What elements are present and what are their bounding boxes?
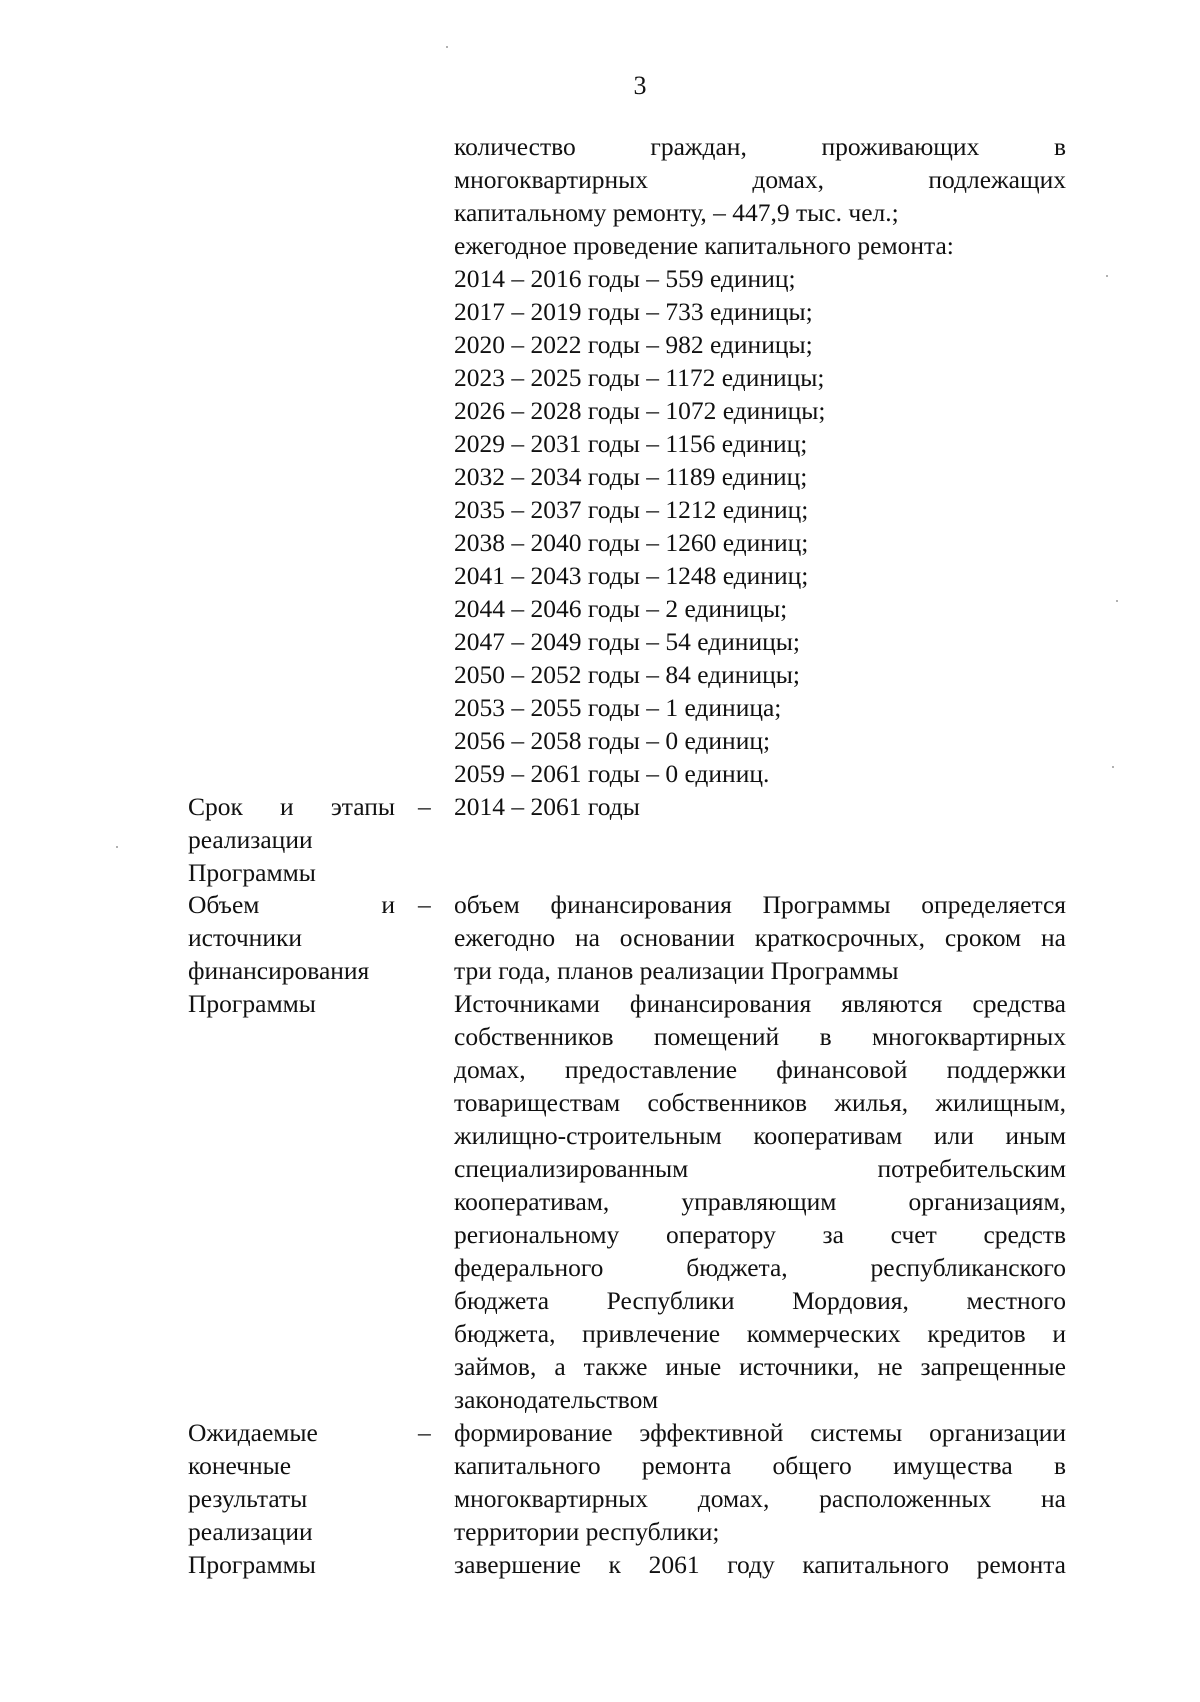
indicator-line: 2020 – 2022 годы – 982 единицы; bbox=[454, 330, 813, 359]
financing-value-line: законодательством bbox=[454, 1385, 659, 1414]
indicator-line: 2014 – 2016 годы – 559 единиц; bbox=[454, 264, 796, 293]
indicator-line: ежегодное проведение капитального ремонта: bbox=[454, 231, 954, 260]
financing-value-line: жилищно-строительным кооперативам или иным bbox=[454, 1121, 1066, 1150]
indicator-line: 2044 – 2046 годы – 2 единицы; bbox=[454, 594, 788, 623]
financing-value-line: собственников помещений в многоквартирных bbox=[454, 1022, 1066, 1051]
results-value-line: завершение к 2061 году капитального ремонта bbox=[454, 1550, 1066, 1579]
term-label-line: реализации bbox=[188, 825, 313, 854]
results-label-line: результаты bbox=[188, 1484, 308, 1513]
results-value-line: многоквартирных домах, расположенных на bbox=[454, 1484, 1066, 1513]
indicator-line: 2053 – 2055 годы – 1 единица; bbox=[454, 693, 782, 722]
scan-speck bbox=[446, 46, 448, 48]
financing-value-line: кооперативам, управляющим организациям, bbox=[454, 1187, 1066, 1216]
financing-value-line: ежегодно на основании краткосрочных, сроком на bbox=[454, 923, 1066, 952]
financing-label-line: финансирования bbox=[188, 956, 370, 985]
indicator-line: 2032 – 2034 годы – 1189 единиц; bbox=[454, 462, 808, 491]
results-label-line: Ожидаемые bbox=[188, 1418, 318, 1447]
scan-speck bbox=[1116, 600, 1118, 602]
financing-value-line: три года, планов реализации Программы bbox=[454, 956, 899, 985]
results-value-line: формирование эффективной системы организации bbox=[454, 1418, 1066, 1447]
indicator-line: 2059 – 2061 годы – 0 единиц. bbox=[454, 759, 770, 788]
scan-speck bbox=[1112, 766, 1114, 768]
indicator-line: 2023 – 2025 годы – 1172 единицы; bbox=[454, 363, 825, 392]
term-label-line: Программы bbox=[188, 858, 316, 887]
results-value-line: территории республики; bbox=[454, 1517, 720, 1546]
financing-value-line: Источниками финансирования являются средства bbox=[454, 989, 1066, 1018]
financing-value-line: объем финансирования Программы определяется bbox=[454, 890, 1066, 919]
indicator-line: 2050 – 2052 годы – 84 единицы; bbox=[454, 660, 800, 689]
financing-value-line: бюджета, привлечение коммерческих кредитов и bbox=[454, 1319, 1066, 1348]
indicator-line: капитальному ремонту, – 447,9 тыс. чел.; bbox=[454, 198, 899, 227]
indicator-line: 2041 – 2043 годы – 1248 единиц; bbox=[454, 561, 809, 590]
financing-label-line: Программы bbox=[188, 989, 316, 1018]
results-value-line: капитального ремонта общего имущества в bbox=[454, 1451, 1066, 1480]
scan-speck bbox=[1106, 275, 1108, 277]
indicator-line: 2029 – 2031 годы – 1156 единиц; bbox=[454, 429, 808, 458]
financing-value-line: бюджета Республики Мордовия, местного bbox=[454, 1286, 1066, 1315]
term-value-line: 2014 – 2061 годы bbox=[454, 792, 640, 821]
financing-value-line: специализированным потребительским bbox=[454, 1154, 1066, 1183]
financing-value-line: федерального бюджета, республиканского bbox=[454, 1253, 1066, 1282]
term-dash: – bbox=[418, 792, 431, 821]
results-label-line: конечные bbox=[188, 1451, 292, 1480]
indicator-line: 2038 – 2040 годы – 1260 единиц; bbox=[454, 528, 809, 557]
indicator-line: 2035 – 2037 годы – 1212 единиц; bbox=[454, 495, 809, 524]
results-label-line: реализации bbox=[188, 1517, 313, 1546]
indicator-line: многоквартирных домах, подлежащих bbox=[454, 165, 1066, 194]
term-label-line: Срок и этапы bbox=[188, 792, 395, 821]
financing-value-line: региональному оператору за счет средств bbox=[454, 1220, 1066, 1249]
indicator-line: 2047 – 2049 годы – 54 единицы; bbox=[454, 627, 800, 656]
indicator-line: 2026 – 2028 годы – 1072 единицы; bbox=[454, 396, 826, 425]
indicator-line: 2056 – 2058 годы – 0 единиц; bbox=[454, 726, 771, 755]
indicator-line: количество граждан, проживающих в bbox=[454, 132, 1066, 161]
financing-value-line: товариществам собственников жилья, жилищным, bbox=[454, 1088, 1066, 1117]
results-label-line: Программы bbox=[188, 1550, 316, 1579]
page-number: 3 bbox=[633, 71, 647, 100]
financing-dash: – bbox=[418, 890, 431, 919]
financing-label-line: источники bbox=[188, 923, 303, 952]
scan-speck bbox=[116, 846, 118, 848]
indicator-line: 2017 – 2019 годы – 733 единицы; bbox=[454, 297, 813, 326]
financing-label-line: Объем и bbox=[188, 890, 395, 919]
results-dash: – bbox=[418, 1418, 431, 1447]
financing-value-line: займов, а также иные источники, не запрещенные bbox=[454, 1352, 1066, 1381]
financing-value-line: домах, предоставление финансовой поддержки bbox=[454, 1055, 1066, 1084]
